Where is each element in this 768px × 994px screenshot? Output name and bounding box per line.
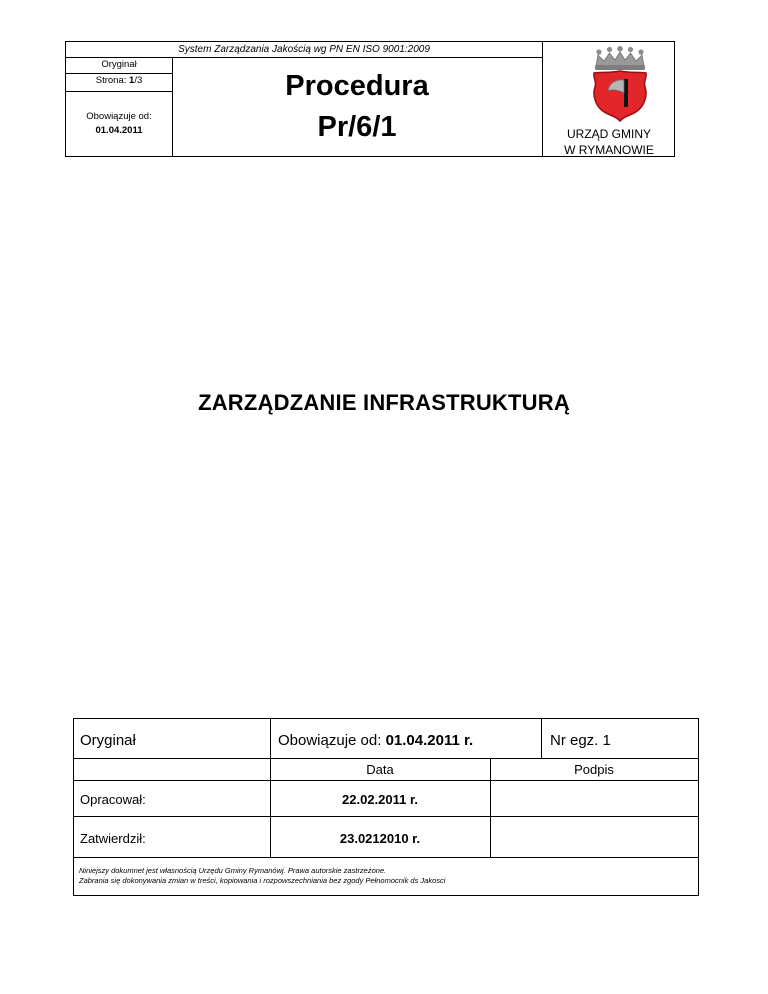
- page-indicator: [66, 75, 172, 86]
- valid-from-value: 01.04.2011 r.: [385, 732, 474, 749]
- document-title: ZARZĄDZANIE INFRASTRUKTURĄ: [198, 390, 570, 415]
- valid-from-date: 01.04.2011: [95, 125, 143, 136]
- procedure-title: Procedura: [285, 70, 429, 102]
- page-total: 3: [136, 75, 143, 86]
- approval-table: [73, 718, 699, 896]
- valid-from-label: Obowiązuje od:: [86, 111, 152, 122]
- approved-by-label: Zatwierdził:: [80, 831, 146, 846]
- quality-system-title: System Zarządzania Jakością wg PN EN ISO 9001:2009: [178, 44, 430, 55]
- office-name-line1: URZĄD GMINY: [567, 127, 651, 141]
- page-separator: /: [134, 75, 137, 86]
- office-name-line2: W RYMANOWIE: [564, 143, 654, 157]
- valid-from-prefix: Obowiązuje od:: [278, 732, 386, 749]
- prepared-by-label: Opracował:: [80, 792, 146, 807]
- procedure-code: Pr/6/1: [317, 111, 397, 143]
- copyright-note-line1: Niniejszy dokumnet jest własnością Urzędu Gminy Rymanówj. Prawa autorskie zastrzeżone.: [79, 866, 387, 875]
- approved-date: 23.0212010 r.: [339, 831, 421, 846]
- page-label: Strona:: [95, 75, 130, 86]
- document-header-table: [65, 41, 675, 157]
- copy-number-cell: Nr egz. 1: [550, 732, 611, 749]
- rymanow-coat-of-arms-icon: [590, 46, 650, 122]
- valid-from-cell: [278, 732, 473, 749]
- date-column-header: Data: [366, 762, 394, 777]
- original-cell: Oryginał: [80, 732, 136, 749]
- copyright-note-line2: Zabrania się dokonywania zmian w treści, kopiowania i rozpowszechniania bez zgody Pełnomocnik ds Jakosci: [79, 876, 446, 885]
- original-label: Oryginał: [101, 59, 137, 70]
- page-current: 1: [129, 75, 135, 86]
- signature-column-header: Podpis: [574, 762, 614, 777]
- crown-icon: [595, 46, 645, 70]
- prepared-date: 22.02.2011 r.: [342, 792, 418, 807]
